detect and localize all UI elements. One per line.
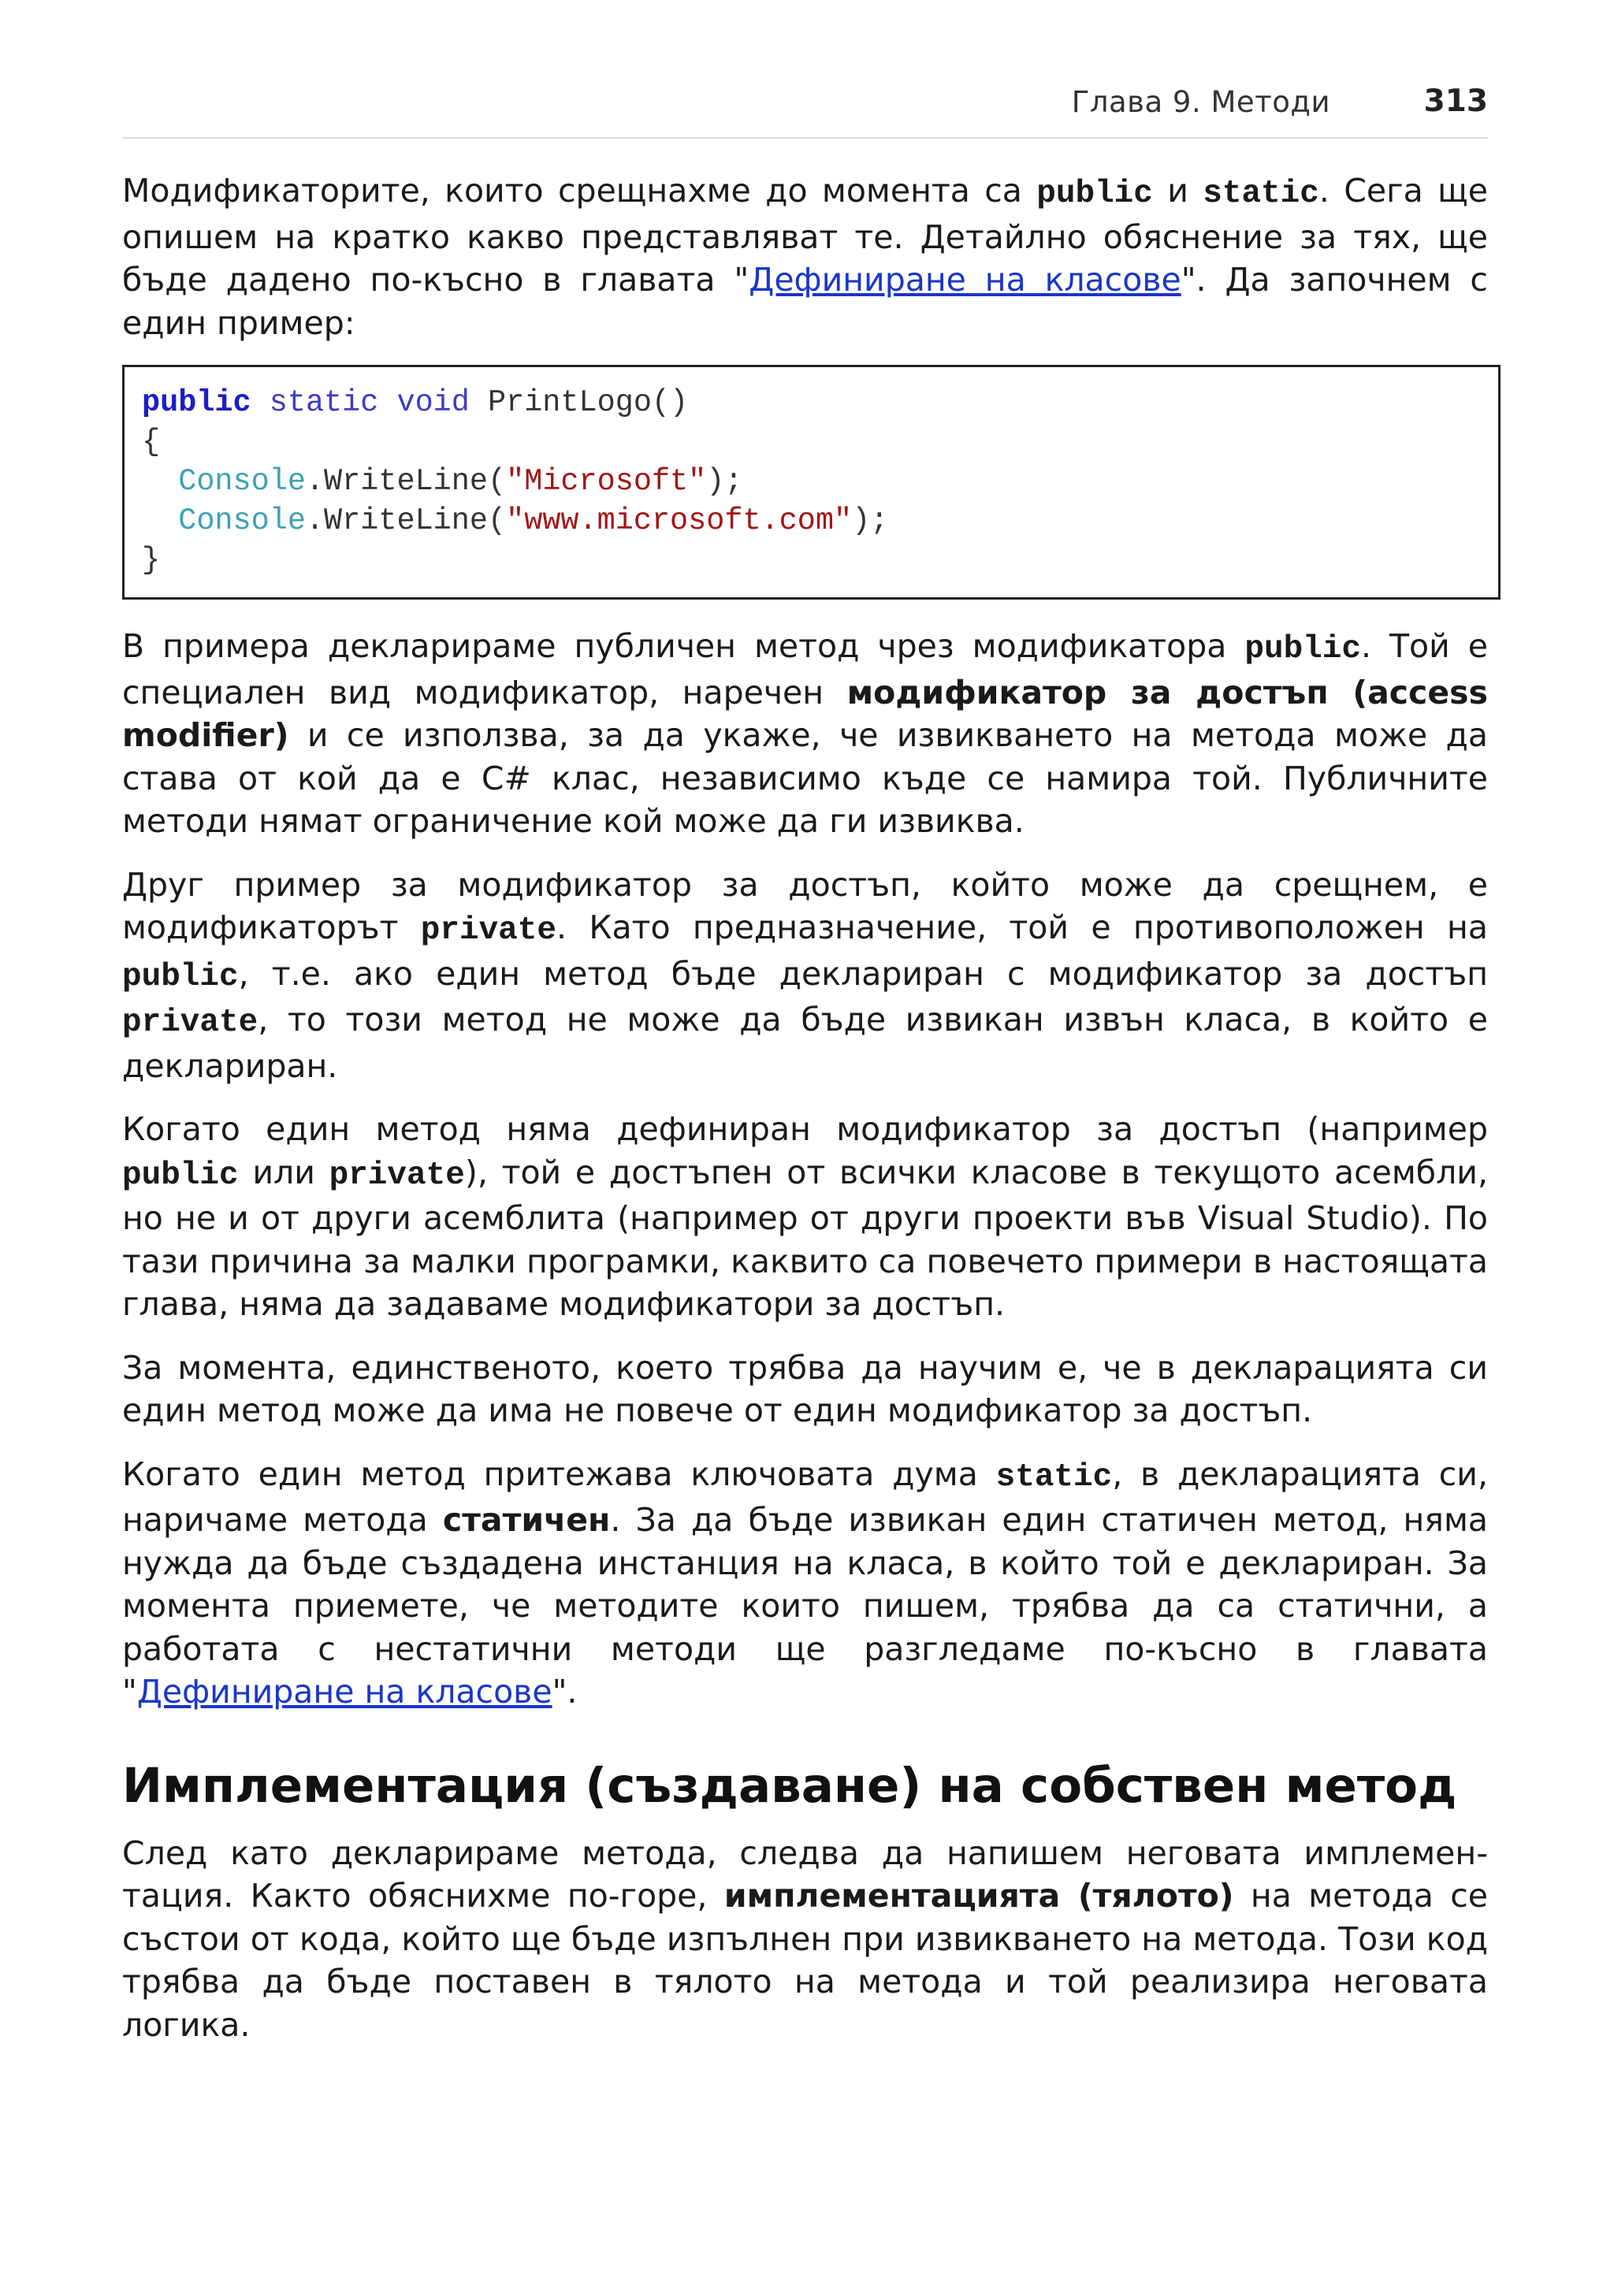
keyword-private: private bbox=[122, 1005, 258, 1041]
keyword-public: public bbox=[122, 1157, 239, 1194]
paragraph-modifiers-intro: Модификаторите, които срещнахме до момента са public и static. Сега ще опишем на кратко какво представляват те. Детайлно обяснение за тях, ще бъде дадено по-късно в главата "Дефиниране на класове". Да започнем с един пример: bbox=[122, 172, 1488, 342]
keyword-public: public bbox=[1244, 631, 1361, 667]
paragraph-single-modifier: За момента, единственото, което трябва да научим е, че в декларацията си един метод може да има не повече от един модификатор за достъп. bbox=[122, 1348, 1488, 1429]
paragraph-public-modifier: В примера декларираме публичен метод чрез модификатора public. Той е специален вид модификатор, наречен модификатор за достъп (access modifier) и се използва, за да укаже, че извикването на метода може да става от кой да е C# клас, независимо къде се намира той. Публичните методи нямат ограничение кой може да ги извиква. bbox=[122, 627, 1489, 840]
term-static: статичен bbox=[442, 1501, 611, 1539]
term-implementation-body: имплементацията (тялото) bbox=[723, 1877, 1234, 1915]
paragraph-static-methods: Когато един метод притежава ключовата дума static, в декларацията си, наричаме метода статичен. За да бъде извикан един статичен метод, няма нужда да бъде създадена инстанция на класа, в който той е деклариран. За момента приемете, че методите които пишем, трябва да са статични, а работата с нестатични методи ще разгледаме по-късно в главата "Дефиниране на класове". bbox=[122, 1455, 1488, 1711]
paragraph-private-modifier: Друг пример за модификатор за достъп, който може да срещнем, е модификаторът private. Като предназначение, той е противоположен на public, т.е. ако един метод бъде деклариран с модификатор за достъп private, то този метод не може да бъде извикан извън класа, в който е деклариран. bbox=[122, 865, 1488, 1085]
code-example-printlogo: public static void PrintLogo() { Console.WriteLine("Microsoft"); Console.WriteLine("www.microsoft.com"); } bbox=[122, 365, 1501, 600]
keyword-static: static bbox=[1203, 176, 1319, 212]
link-defining-classes[interactable]: Дефиниране на класове bbox=[749, 261, 1181, 299]
keyword-public: public bbox=[122, 958, 239, 995]
page-number: 313 bbox=[1423, 84, 1488, 119]
term-access-modifier: модификатор за достъп (access modifier) bbox=[122, 673, 1488, 754]
paragraph-implementation: След като декларираме метода, следва да напишем неговата имплементация. Както обяснихме по-горе, имплементацията (тялото) на метода се състои от кода, който ще бъде изпълнен при извикването на метода. Този код трябва да бъде поставен в тялото на метода и той реализира неговата логика. bbox=[122, 1833, 1488, 2044]
chapter-title: Глава 9. Методи bbox=[1071, 85, 1330, 119]
keyword-static: static bbox=[995, 1458, 1113, 1495]
paragraph-default-access: Когато един метод няма дефиниран модификатор за достъп (например public или private), той е достъпен от всички класове в текущото асембли, но не и от други асемблита (например от други проекти във Visual Studio). По тази причина за малки програмки, каквито са повечето примери в настоящата глава, няма да задаваме модификатори за достъп. bbox=[122, 1110, 1488, 1323]
link-defining-classes[interactable]: Дефиниране на класове bbox=[136, 1673, 552, 1711]
page-content bbox=[122, 169, 1488, 2067]
keyword-private: private bbox=[420, 912, 556, 949]
page-header bbox=[122, 79, 1488, 139]
keyword-private: private bbox=[329, 1157, 465, 1194]
keyword-public: public bbox=[1036, 176, 1153, 212]
section-heading: Имплементация (създаване) на собствен метод bbox=[122, 1757, 1457, 1814]
